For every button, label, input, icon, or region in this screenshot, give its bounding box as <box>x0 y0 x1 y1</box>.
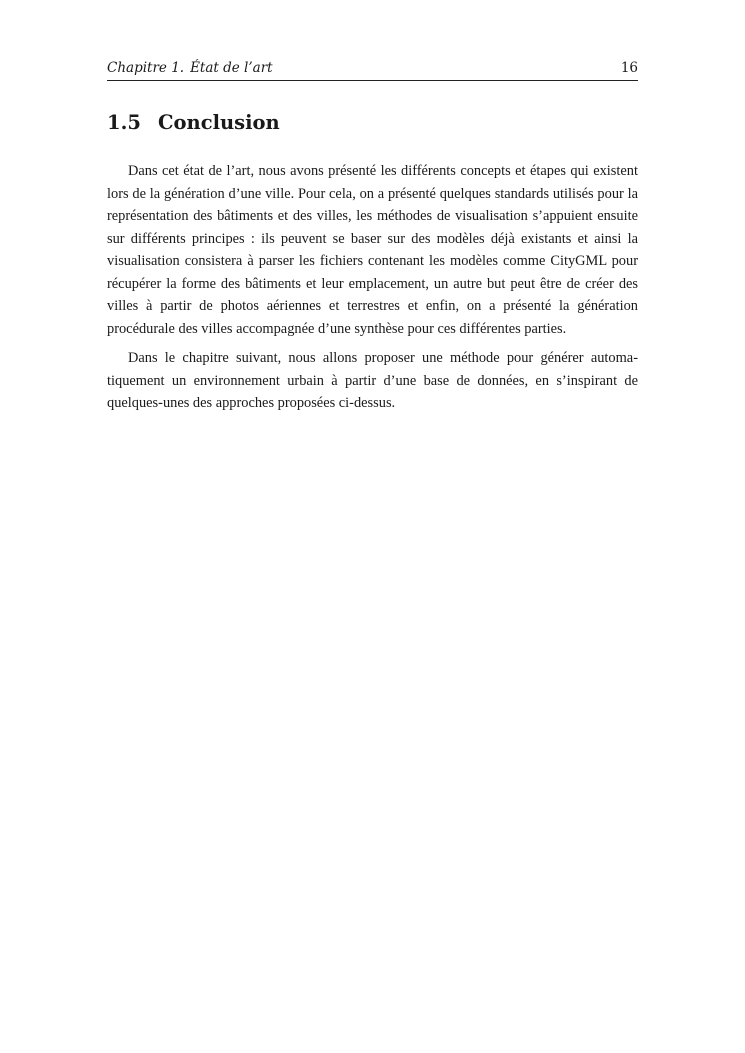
running-header <box>107 58 638 81</box>
paragraph-2: Dans le chapitre suivant, nous allons proposer une méthode pour générer automatiquement un environnement urbain à partir d’une base de données, en s’inspirant de quelques-unes des approches proposées ci-dessus. <box>107 350 638 411</box>
section-number: 1.5 <box>107 111 141 134</box>
chapter-title: État de l’art <box>190 60 273 76</box>
chapter-label: Chapitre 1. <box>107 60 185 76</box>
paragraph-1: Dans cet état de l’art, nous avons présenté les différents concepts et étapes qui existent lors de la génération d’une ville. Pour cela, on a présenté quelques standards utilisés pour la représentation des bâtiments et des villes, les méthodes de visualisation s’appuient ensuite sur différents principes : ils peuvent se baser sur des modèles déjà existants et ainsi la visualisation consistera à parser les fichiers contenant les modèles comme CityGML pour récupérer la forme des bâtiments et leur emplacement, un autre but peut être de créer des villes à partir de photos aériennes et terrestres et enfin, on a présenté la génération procédurale des villes accompagnée d’une synthèse pour ces différentes parties. <box>107 163 638 337</box>
section-title: Conclusion <box>158 111 280 134</box>
chapter-heading <box>107 58 273 78</box>
section-heading <box>107 110 638 136</box>
page-number: 16 <box>620 60 638 76</box>
section-body <box>107 160 638 415</box>
page <box>107 58 638 415</box>
